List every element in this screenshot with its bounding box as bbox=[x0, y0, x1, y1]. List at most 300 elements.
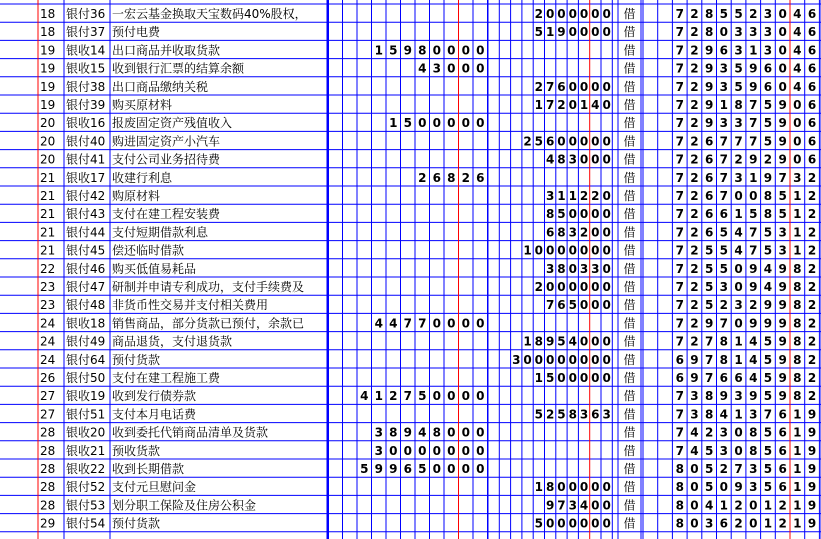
credit-digit: 2 bbox=[557, 98, 566, 112]
balance-digit: 5 bbox=[734, 61, 743, 76]
balance-digit: 2 bbox=[749, 298, 758, 313]
credit-digit: 0 bbox=[579, 79, 589, 94]
balance-digit: 6 bbox=[719, 43, 729, 58]
balance-digit: 5 bbox=[704, 243, 714, 258]
balance-digit: 3 bbox=[749, 480, 758, 495]
credit-digit: 0 bbox=[557, 134, 566, 149]
balance-digit: 0 bbox=[793, 98, 802, 112]
balance-digit: 9 bbox=[778, 371, 787, 385]
balance-digit: 9 bbox=[749, 79, 758, 94]
debit-digit: 0 bbox=[461, 116, 470, 131]
debit-digit: 0 bbox=[476, 389, 485, 404]
credit-digit: 6 bbox=[591, 407, 600, 422]
credit-digit: 9 bbox=[545, 334, 555, 349]
debit-digit: 5 bbox=[418, 389, 427, 404]
credit-digit: 0 bbox=[545, 7, 555, 21]
balance-digit: 2 bbox=[807, 189, 817, 203]
day-cell: 28 bbox=[40, 443, 56, 458]
credit-digit: 0 bbox=[568, 134, 577, 149]
debit-digit: 0 bbox=[447, 43, 456, 58]
balance-digit: 8 bbox=[749, 425, 758, 440]
credit-digit: 0 bbox=[568, 25, 577, 40]
debit-digit: 9 bbox=[403, 43, 412, 58]
credit-digit: 7 bbox=[545, 79, 555, 94]
balance-digit: 9 bbox=[778, 298, 787, 313]
credit-digit: 5 bbox=[557, 407, 566, 422]
credit-digit: 8 bbox=[557, 225, 566, 240]
debit-digit: 8 bbox=[432, 425, 441, 440]
balance-digit: 5 bbox=[704, 462, 714, 476]
balance-digit: 7 bbox=[675, 425, 684, 440]
credit-digit: 1 bbox=[523, 334, 532, 349]
debit-digit: 5 bbox=[360, 462, 369, 476]
summary-cell: 商品退货，支付退货款 bbox=[112, 334, 233, 349]
debit-digit: 2 bbox=[461, 170, 470, 185]
credit-digit: 0 bbox=[602, 352, 611, 367]
credit-digit: 0 bbox=[568, 352, 577, 367]
balance-digit: 0 bbox=[719, 480, 729, 495]
balance-digit: 9 bbox=[807, 462, 817, 476]
balance-digit: 8 bbox=[704, 407, 714, 422]
direction-cell: 借 bbox=[623, 152, 636, 167]
balance-digit: 4 bbox=[749, 352, 758, 367]
balance-digit: 0 bbox=[778, 79, 787, 94]
balance-digit: 7 bbox=[675, 316, 684, 331]
credit-digit: 5 bbox=[534, 134, 544, 149]
voucher-cell: 银付52 bbox=[66, 480, 106, 495]
balance-digit: 2 bbox=[690, 152, 699, 167]
balance-digit: 8 bbox=[793, 298, 802, 313]
debit-digit: 0 bbox=[461, 443, 470, 458]
balance-digit: 7 bbox=[719, 170, 729, 185]
balance-digit: 7 bbox=[719, 189, 729, 203]
credit-digit: 5 bbox=[534, 25, 544, 40]
balance-digit: 2 bbox=[719, 462, 729, 476]
balance-digit: 5 bbox=[763, 462, 773, 476]
balance-digit: 3 bbox=[778, 243, 787, 258]
credit-digit: 0 bbox=[602, 134, 611, 149]
debit-digit: 4 bbox=[389, 316, 398, 331]
balance-digit: 2 bbox=[690, 61, 699, 76]
credit-digit: 0 bbox=[579, 371, 589, 385]
debit-digit: 0 bbox=[447, 443, 456, 458]
credit-digit: 0 bbox=[591, 280, 600, 294]
debit-digit: 0 bbox=[461, 462, 470, 476]
debit-digit: 0 bbox=[447, 116, 456, 131]
balance-digit: 4 bbox=[690, 443, 699, 458]
voucher-cell: 银付64 bbox=[66, 352, 106, 367]
balance-digit: 2 bbox=[807, 261, 817, 276]
balance-digit: 7 bbox=[675, 134, 684, 149]
day-cell: 24 bbox=[40, 316, 56, 331]
balance-digit: 7 bbox=[749, 116, 758, 131]
balance-digit: 8 bbox=[675, 480, 684, 495]
debit-digit: 0 bbox=[432, 316, 441, 331]
balance-digit: 5 bbox=[704, 298, 714, 313]
balance-digit: 5 bbox=[763, 371, 773, 385]
credit-digit: 0 bbox=[602, 298, 611, 313]
balance-digit: 6 bbox=[807, 134, 817, 149]
voucher-cell: 银付42 bbox=[66, 189, 106, 203]
balance-digit: 7 bbox=[763, 407, 773, 422]
debit-digit: 0 bbox=[461, 316, 470, 331]
balance-digit: 9 bbox=[763, 298, 773, 313]
day-cell: 18 bbox=[40, 25, 56, 40]
credit-digit: 3 bbox=[568, 225, 577, 240]
summary-cell: 划分职工保险及住房公积金 bbox=[112, 498, 257, 513]
summary-cell: 偿还临时借款 bbox=[112, 243, 185, 258]
credit-digit: 0 bbox=[602, 25, 611, 40]
credit-digit: 3 bbox=[545, 189, 555, 203]
balance-digit: 2 bbox=[690, 225, 699, 240]
credit-digit: 5 bbox=[534, 407, 544, 422]
credit-digit: 0 bbox=[602, 261, 611, 276]
balance-digit: 9 bbox=[749, 389, 758, 404]
credit-digit: 0 bbox=[579, 516, 589, 531]
credit-digit: 6 bbox=[557, 79, 566, 94]
summary-cell: 支付元旦慰问金 bbox=[112, 480, 197, 495]
balance-digit: 0 bbox=[793, 116, 802, 131]
balance-digit: 7 bbox=[719, 134, 729, 149]
credit-digit: 0 bbox=[568, 480, 577, 495]
balance-digit: 9 bbox=[807, 498, 817, 513]
balance-digit: 3 bbox=[778, 225, 787, 240]
debit-digit: 7 bbox=[403, 316, 412, 331]
balance-digit: 7 bbox=[675, 152, 684, 167]
balance-digit: 2 bbox=[778, 516, 787, 531]
summary-cell: 预付电费 bbox=[112, 25, 161, 40]
balance-digit: 6 bbox=[807, 98, 817, 112]
credit-digit: 0 bbox=[579, 207, 589, 222]
direction-cell: 借 bbox=[623, 334, 636, 349]
credit-digit: 9 bbox=[557, 25, 566, 40]
credit-digit: 0 bbox=[557, 352, 566, 367]
balance-digit: 1 bbox=[793, 462, 802, 476]
balance-digit: 7 bbox=[675, 389, 684, 404]
balance-digit: 2 bbox=[690, 116, 699, 131]
balance-digit: 7 bbox=[734, 462, 743, 476]
credit-digit: 5 bbox=[568, 298, 577, 313]
voucher-cell: 银付50 bbox=[66, 371, 106, 385]
credit-digit: 0 bbox=[591, 371, 600, 385]
balance-digit: 5 bbox=[763, 443, 773, 458]
balance-digit: 6 bbox=[778, 480, 787, 495]
summary-cell: 支付在建工程安装费 bbox=[112, 207, 221, 222]
balance-digit: 8 bbox=[749, 443, 758, 458]
balance-digit: 3 bbox=[690, 407, 699, 422]
balance-digit: 6 bbox=[675, 352, 684, 367]
balance-digit: 7 bbox=[749, 98, 758, 112]
credit-digit: 3 bbox=[579, 407, 589, 422]
credit-digit: 0 bbox=[579, 334, 589, 349]
credit-digit: 0 bbox=[602, 79, 611, 94]
balance-digit: 7 bbox=[734, 134, 743, 149]
balance-digit: 7 bbox=[675, 189, 684, 203]
debit-digit: 9 bbox=[403, 425, 412, 440]
balance-digit: 4 bbox=[690, 425, 699, 440]
balance-digit: 6 bbox=[704, 152, 714, 167]
balance-digit: 0 bbox=[734, 189, 743, 203]
day-cell: 20 bbox=[40, 134, 56, 149]
credit-digit: 0 bbox=[568, 7, 577, 21]
balance-digit: 9 bbox=[778, 116, 787, 131]
direction-cell: 借 bbox=[623, 170, 636, 185]
balance-digit: 2 bbox=[807, 280, 817, 294]
balance-digit: 6 bbox=[763, 61, 773, 76]
balance-digit: 7 bbox=[675, 25, 684, 40]
voucher-cell: 银收14 bbox=[66, 43, 106, 58]
credit-digit: 0 bbox=[591, 480, 600, 495]
balance-digit: 0 bbox=[793, 152, 802, 167]
day-cell: 27 bbox=[40, 389, 56, 404]
balance-digit: 7 bbox=[675, 243, 684, 258]
debit-digit: 0 bbox=[389, 443, 398, 458]
credit-digit: 3 bbox=[591, 261, 600, 276]
credit-digit: 0 bbox=[579, 25, 589, 40]
debit-digit: 7 bbox=[418, 316, 427, 331]
credit-digit: 0 bbox=[602, 516, 611, 531]
voucher-cell: 银付47 bbox=[66, 280, 106, 294]
balance-digit: 7 bbox=[675, 170, 684, 185]
credit-digit: 3 bbox=[512, 352, 521, 367]
summary-cell: 研制并申请专利成功，支付手续费及 bbox=[112, 280, 305, 294]
balance-digit: 6 bbox=[778, 407, 787, 422]
balance-digit: 8 bbox=[793, 389, 802, 404]
debit-digit: 7 bbox=[403, 389, 412, 404]
debit-digit: 4 bbox=[360, 389, 369, 404]
balance-digit: 5 bbox=[734, 79, 743, 94]
credit-digit: 0 bbox=[557, 516, 566, 531]
summary-cell: 预付货款 bbox=[112, 352, 161, 367]
balance-digit: 2 bbox=[807, 207, 817, 222]
summary-cell: 支付在建工程施工费 bbox=[112, 371, 221, 385]
credit-digit: 0 bbox=[579, 152, 589, 167]
voucher-cell: 银付48 bbox=[66, 298, 106, 313]
credit-digit: 3 bbox=[579, 261, 589, 276]
balance-digit: 9 bbox=[749, 152, 758, 167]
balance-digit: 2 bbox=[807, 243, 817, 258]
debit-digit: 1 bbox=[374, 43, 383, 58]
balance-digit: 3 bbox=[719, 61, 729, 76]
balance-digit: 2 bbox=[690, 261, 699, 276]
balance-digit: 4 bbox=[704, 498, 714, 513]
balance-digit: 9 bbox=[778, 152, 787, 167]
balance-digit: 8 bbox=[763, 207, 773, 222]
balance-digit: 0 bbox=[690, 480, 699, 495]
balance-digit: 7 bbox=[675, 280, 684, 294]
credit-digit: 3 bbox=[602, 407, 611, 422]
direction-cell: 借 bbox=[623, 225, 636, 240]
summary-cell: 购买低值易耗品 bbox=[112, 261, 197, 276]
voucher-cell: 银收19 bbox=[66, 389, 106, 404]
balance-digit: 7 bbox=[719, 316, 729, 331]
debit-digit: 8 bbox=[447, 170, 456, 185]
balance-digit: 2 bbox=[690, 134, 699, 149]
credit-digit: 2 bbox=[534, 79, 544, 94]
credit-digit: 7 bbox=[545, 98, 555, 112]
voucher-cell: 银收16 bbox=[66, 116, 106, 131]
balance-digit: 9 bbox=[719, 389, 729, 404]
debit-digit: 5 bbox=[389, 43, 398, 58]
balance-digit: 9 bbox=[704, 61, 714, 76]
balance-digit: 5 bbox=[763, 134, 773, 149]
credit-digit: 1 bbox=[523, 243, 532, 258]
debit-digit: 2 bbox=[389, 389, 398, 404]
balance-digit: 7 bbox=[675, 43, 684, 58]
credit-digit: 2 bbox=[591, 189, 600, 203]
debit-digit: 0 bbox=[476, 43, 485, 58]
balance-digit: 5 bbox=[719, 243, 729, 258]
balance-digit: 0 bbox=[749, 498, 758, 513]
balance-digit: 5 bbox=[763, 243, 773, 258]
balance-digit: 6 bbox=[719, 207, 729, 222]
balance-digit: 7 bbox=[675, 225, 684, 240]
balance-digit: 5 bbox=[704, 261, 714, 276]
balance-digit: 9 bbox=[704, 43, 714, 58]
balance-digit: 2 bbox=[690, 316, 699, 331]
credit-digit: 0 bbox=[545, 243, 555, 258]
credit-digit: 2 bbox=[534, 7, 544, 21]
balance-digit: 7 bbox=[675, 79, 684, 94]
voucher-cell: 银收17 bbox=[66, 170, 106, 185]
voucher-cell: 银付45 bbox=[66, 243, 106, 258]
balance-digit: 8 bbox=[793, 316, 802, 331]
direction-cell: 借 bbox=[623, 371, 636, 385]
credit-digit: 0 bbox=[602, 225, 611, 240]
debit-digit: 0 bbox=[461, 389, 470, 404]
balance-digit: 2 bbox=[734, 498, 743, 513]
balance-digit: 5 bbox=[734, 7, 743, 21]
summary-cell: 出口商品并收取货款 bbox=[112, 43, 221, 58]
day-cell: 18 bbox=[40, 7, 56, 21]
debit-digit: 0 bbox=[476, 443, 485, 458]
credit-digit: 4 bbox=[591, 98, 600, 112]
day-cell: 23 bbox=[40, 280, 56, 294]
balance-digit: 7 bbox=[749, 225, 758, 240]
credit-digit: 0 bbox=[557, 243, 566, 258]
summary-cell: 报废固定资产残值收入 bbox=[112, 116, 233, 131]
direction-cell: 借 bbox=[623, 316, 636, 331]
balance-digit: 7 bbox=[675, 116, 684, 131]
credit-digit: 1 bbox=[545, 25, 555, 40]
balance-digit: 4 bbox=[793, 25, 802, 40]
credit-digit: 0 bbox=[602, 280, 611, 294]
balance-digit: 1 bbox=[749, 170, 758, 185]
balance-digit: 2 bbox=[778, 498, 787, 513]
balance-digit: 0 bbox=[778, 61, 787, 76]
credit-digit: 0 bbox=[591, 207, 600, 222]
day-cell: 21 bbox=[40, 207, 56, 222]
balance-digit: 6 bbox=[763, 79, 773, 94]
balance-digit: 8 bbox=[704, 7, 714, 21]
credit-digit: 0 bbox=[568, 371, 577, 385]
balance-digit: 9 bbox=[778, 261, 787, 276]
day-cell: 28 bbox=[40, 425, 56, 440]
balance-digit: 5 bbox=[704, 480, 714, 495]
credit-digit: 0 bbox=[534, 352, 544, 367]
debit-digit: 2 bbox=[418, 170, 427, 185]
day-cell: 19 bbox=[40, 61, 56, 76]
credit-digit: 0 bbox=[591, 243, 600, 258]
balance-digit: 4 bbox=[763, 261, 773, 276]
credit-digit: 8 bbox=[557, 261, 566, 276]
voucher-cell: 银付40 bbox=[66, 134, 106, 149]
balance-digit: 3 bbox=[734, 43, 743, 58]
balance-digit: 7 bbox=[778, 170, 787, 185]
balance-digit: 3 bbox=[763, 7, 773, 21]
balance-digit: 9 bbox=[778, 98, 787, 112]
credit-digit: 8 bbox=[545, 207, 555, 222]
balance-digit: 8 bbox=[763, 189, 773, 203]
balance-digit: 2 bbox=[690, 243, 699, 258]
balance-digit: 9 bbox=[704, 79, 714, 94]
balance-digit: 9 bbox=[778, 389, 787, 404]
balance-digit: 1 bbox=[793, 498, 802, 513]
voucher-cell: 银付44 bbox=[66, 225, 106, 240]
credit-digit: 0 bbox=[545, 352, 555, 367]
direction-cell: 借 bbox=[623, 61, 636, 76]
credit-digit: 0 bbox=[557, 480, 566, 495]
balance-digit: 7 bbox=[675, 334, 684, 349]
balance-digit: 9 bbox=[807, 480, 817, 495]
debit-digit: 0 bbox=[461, 61, 470, 76]
debit-digit: 4 bbox=[374, 316, 383, 331]
balance-digit: 2 bbox=[734, 516, 743, 531]
direction-cell: 借 bbox=[623, 480, 636, 495]
debit-digit: 0 bbox=[432, 389, 441, 404]
credit-digit: 1 bbox=[534, 98, 544, 112]
balance-digit: 7 bbox=[675, 443, 684, 458]
balance-digit: 8 bbox=[793, 371, 802, 385]
summary-cell: 预收货款 bbox=[112, 443, 161, 458]
balance-digit: 7 bbox=[719, 152, 729, 167]
credit-digit: 0 bbox=[557, 280, 566, 294]
balance-digit: 1 bbox=[763, 498, 773, 513]
balance-digit: 6 bbox=[778, 462, 787, 476]
balance-digit: 3 bbox=[749, 407, 758, 422]
balance-digit: 6 bbox=[807, 43, 817, 58]
credit-digit: 5 bbox=[534, 516, 544, 531]
credit-digit: 0 bbox=[591, 79, 600, 94]
balance-digit: 6 bbox=[807, 7, 817, 21]
debit-digit: 1 bbox=[374, 389, 383, 404]
balance-digit: 3 bbox=[719, 280, 729, 294]
balance-digit: 5 bbox=[704, 280, 714, 294]
balance-digit: 7 bbox=[749, 134, 758, 149]
voucher-cell: 银付41 bbox=[66, 152, 106, 167]
balance-digit: 9 bbox=[778, 316, 787, 331]
balance-digit: 3 bbox=[793, 170, 802, 185]
direction-cell: 借 bbox=[623, 407, 636, 422]
summary-cell: 购进固定资产小汽车 bbox=[112, 134, 221, 149]
voucher-cell: 银收18 bbox=[66, 316, 106, 331]
credit-digit: 0 bbox=[602, 498, 611, 513]
balance-digit: 0 bbox=[749, 189, 758, 203]
debit-digit: 0 bbox=[476, 61, 485, 76]
balance-digit: 7 bbox=[704, 352, 714, 367]
direction-cell: 借 bbox=[623, 498, 636, 513]
balance-digit: 4 bbox=[749, 371, 758, 385]
debit-digit: 4 bbox=[418, 61, 427, 76]
balance-digit: 6 bbox=[704, 134, 714, 149]
balance-digit: 1 bbox=[734, 407, 743, 422]
balance-digit: 2 bbox=[719, 298, 729, 313]
credit-digit: 1 bbox=[579, 98, 589, 112]
balance-digit: 9 bbox=[778, 280, 787, 294]
debit-digit: 0 bbox=[447, 316, 456, 331]
balance-digit: 5 bbox=[763, 352, 773, 367]
debit-digit: 0 bbox=[432, 443, 441, 458]
